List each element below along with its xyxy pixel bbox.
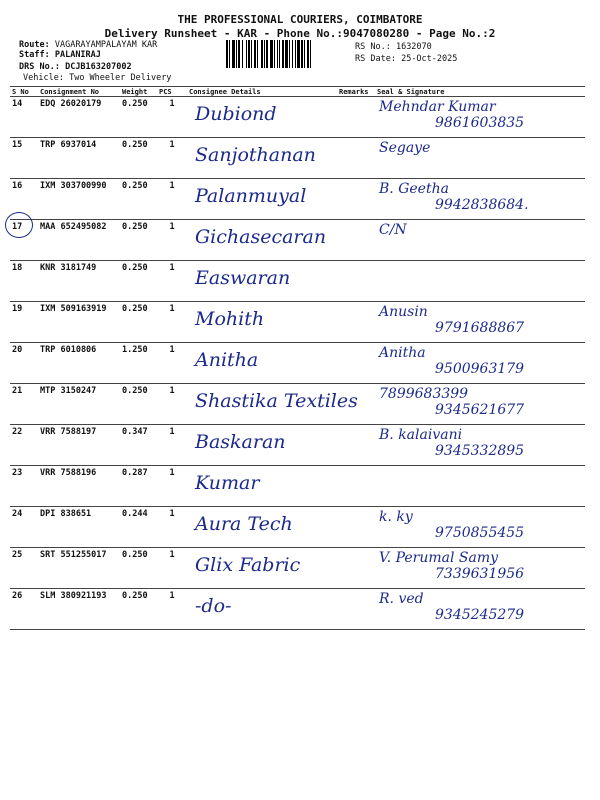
row-remarks bbox=[337, 507, 375, 548]
row-consignee-handwriting: Easwaran bbox=[195, 267, 291, 289]
row-consignment: TRP 6937014 bbox=[38, 138, 120, 179]
rs-date-line bbox=[355, 54, 457, 64]
row-signature-cell bbox=[375, 261, 585, 302]
table-row bbox=[10, 466, 585, 507]
row-signature-cell bbox=[375, 179, 585, 220]
row-pcs: 1 bbox=[157, 179, 187, 220]
row-signature-handwriting: V. Perumal Samy bbox=[379, 550, 499, 566]
row-consignment: SLM 380921193 bbox=[38, 589, 120, 630]
rs-date-label: RS Date: bbox=[355, 54, 396, 64]
table-row bbox=[10, 589, 585, 630]
row-sno: 22 bbox=[10, 425, 38, 466]
row-weight: 0.287 bbox=[120, 466, 157, 507]
row-signature-cell bbox=[375, 97, 585, 138]
staff-value: PALANIRAJ bbox=[54, 50, 101, 60]
col-sno: S No bbox=[10, 87, 38, 97]
vehicle-value: Two Wheeler Delivery bbox=[69, 73, 172, 83]
row-signature-cell bbox=[375, 548, 585, 589]
row-consignee-handwriting: Glix Fabric bbox=[195, 554, 301, 576]
row-consignment: VRR 7588197 bbox=[38, 425, 120, 466]
row-pcs: 1 bbox=[157, 302, 187, 343]
row-consignee-handwriting: Palanmuyal bbox=[195, 185, 307, 207]
row-consignee-cell bbox=[187, 138, 337, 179]
rs-no-line bbox=[355, 42, 432, 52]
row-signature-handwriting: Mehndar Kumar bbox=[379, 99, 496, 115]
rs-date-value: 25-Oct-2025 bbox=[401, 54, 458, 64]
route-label: Route: bbox=[19, 40, 50, 50]
row-signature-cell bbox=[375, 220, 585, 261]
row-phone-handwriting: 9942838684. bbox=[435, 197, 529, 213]
staff-line bbox=[19, 50, 101, 60]
col-signature: Seal & Signature bbox=[375, 87, 585, 97]
row-signature-handwriting: 7899683399 bbox=[379, 386, 469, 402]
row-weight: 0.250 bbox=[120, 302, 157, 343]
row-signature-cell bbox=[375, 343, 585, 384]
row-signature-cell bbox=[375, 384, 585, 425]
row-signature-handwriting: B. kalaivani bbox=[379, 427, 463, 443]
row-sno: 21 bbox=[10, 384, 38, 425]
barcode bbox=[226, 40, 350, 68]
table-row bbox=[10, 425, 585, 466]
row-consignment: VRR 7588196 bbox=[38, 466, 120, 507]
row-17-circle-mark bbox=[5, 212, 33, 238]
row-weight: 0.244 bbox=[120, 507, 157, 548]
row-sno: 25 bbox=[10, 548, 38, 589]
row-signature-handwriting: Segaye bbox=[379, 140, 431, 156]
row-pcs: 1 bbox=[157, 343, 187, 384]
row-weight: 0.250 bbox=[120, 179, 157, 220]
row-weight: 0.250 bbox=[120, 138, 157, 179]
row-remarks bbox=[337, 220, 375, 261]
col-remarks: Remarks bbox=[337, 87, 375, 97]
row-signature-cell bbox=[375, 466, 585, 507]
route-line bbox=[19, 40, 157, 50]
col-consignee: Consignee Details bbox=[187, 87, 337, 97]
row-signature-handwriting: Anusin bbox=[379, 304, 428, 320]
row-signature-handwriting: Anitha bbox=[379, 345, 426, 361]
row-consignee-handwriting: Aura Tech bbox=[195, 513, 293, 535]
row-consignee-cell bbox=[187, 507, 337, 548]
row-remarks bbox=[337, 261, 375, 302]
row-consignee-cell bbox=[187, 343, 337, 384]
row-signature-cell bbox=[375, 138, 585, 179]
table-header bbox=[10, 87, 585, 97]
row-consignee-cell bbox=[187, 548, 337, 589]
row-signature-handwriting: R. ved bbox=[379, 591, 424, 607]
row-pcs: 1 bbox=[157, 466, 187, 507]
row-consignee-handwriting: Dubiond bbox=[195, 103, 277, 125]
row-phone-handwriting: 9861603835 bbox=[435, 115, 525, 131]
row-remarks bbox=[337, 97, 375, 138]
row-pcs: 1 bbox=[157, 425, 187, 466]
row-weight: 0.250 bbox=[120, 220, 157, 261]
row-remarks bbox=[337, 179, 375, 220]
vehicle-line bbox=[23, 73, 171, 83]
row-consignment: TRP 6010806 bbox=[38, 343, 120, 384]
row-phone-handwriting: 9345245279 bbox=[435, 607, 525, 623]
row-consignment: EDQ 26020179 bbox=[38, 97, 120, 138]
row-sno: 15 bbox=[10, 138, 38, 179]
row-consignee-cell bbox=[187, 425, 337, 466]
row-pcs: 1 bbox=[157, 97, 187, 138]
runsheet-subtitle: Delivery Runsheet - KAR - Phone No.:9047080280 - Page No.:2 bbox=[104, 27, 496, 40]
row-sno: 24 bbox=[10, 507, 38, 548]
row-pcs: 1 bbox=[157, 261, 187, 302]
row-consignee-cell bbox=[187, 179, 337, 220]
route-value: VAGARAYAMPALAYAM KAR bbox=[54, 40, 158, 50]
row-consignee-cell bbox=[187, 220, 337, 261]
row-pcs: 1 bbox=[157, 589, 187, 630]
row-sno: 16 bbox=[10, 179, 38, 220]
col-pcs: PCS bbox=[157, 87, 187, 97]
rs-no-label: RS No.: bbox=[355, 42, 391, 52]
row-weight: 0.250 bbox=[120, 97, 157, 138]
row-phone-handwriting: 7339631956 bbox=[435, 566, 525, 582]
row-consignee-handwriting: Anitha bbox=[195, 349, 259, 371]
row-sno: 18 bbox=[10, 261, 38, 302]
table-row bbox=[10, 179, 585, 220]
row-consignee-cell bbox=[187, 384, 358, 425]
table-row bbox=[10, 302, 585, 343]
drs-value: DCJB163207002 bbox=[65, 62, 132, 72]
row-phone-handwriting: 9750855455 bbox=[435, 525, 525, 541]
row-consignee-cell bbox=[187, 466, 337, 507]
row-remarks bbox=[337, 384, 375, 425]
row-sno: 23 bbox=[10, 466, 38, 507]
row-weight: 0.250 bbox=[120, 548, 157, 589]
row-remarks bbox=[337, 589, 375, 630]
row-sno: 17 bbox=[10, 220, 38, 261]
row-remarks bbox=[337, 138, 375, 179]
row-consignment: MAA 652495082 bbox=[38, 220, 120, 261]
row-consignment: IXM 303700990 bbox=[38, 179, 120, 220]
row-remarks bbox=[337, 343, 375, 384]
row-weight: 0.250 bbox=[120, 589, 157, 630]
row-signature-handwriting: k. ky bbox=[379, 509, 413, 525]
row-sno: 26 bbox=[10, 589, 38, 630]
row-consignment: KNR 3181749 bbox=[38, 261, 120, 302]
row-signature-handwriting: B. Geetha bbox=[379, 181, 449, 197]
col-weight: Weight bbox=[120, 87, 157, 97]
row-consignee-handwriting: Kumar bbox=[195, 472, 260, 494]
row-phone-handwriting: 9791688867 bbox=[435, 320, 525, 336]
row-weight: 1.250 bbox=[120, 343, 157, 384]
row-consignee-handwriting: Baskaran bbox=[195, 431, 286, 453]
row-sno: 20 bbox=[10, 343, 38, 384]
row-weight: 0.347 bbox=[120, 425, 157, 466]
drs-line bbox=[19, 62, 132, 72]
row-pcs: 1 bbox=[157, 548, 187, 589]
row-consignment: IXM 509163919 bbox=[38, 302, 120, 343]
row-pcs: 1 bbox=[157, 138, 187, 179]
row-sno: 19 bbox=[10, 302, 38, 343]
row-remarks bbox=[337, 548, 375, 589]
table-row bbox=[10, 261, 585, 302]
company-title: THE PROFESSIONAL COURIERS, COIMBATORE bbox=[177, 13, 423, 26]
row-weight: 0.250 bbox=[120, 384, 157, 425]
row-pcs: 1 bbox=[157, 384, 187, 425]
table-row bbox=[10, 220, 585, 261]
row-sno: 14 bbox=[10, 97, 38, 138]
row-pcs: 1 bbox=[157, 507, 187, 548]
row-consignee-cell bbox=[187, 97, 337, 138]
drs-label: DRS No.: bbox=[19, 62, 60, 72]
staff-label: Staff: bbox=[19, 50, 50, 60]
table-row bbox=[10, 507, 585, 548]
row-consignee-handwriting: -do- bbox=[195, 595, 232, 617]
row-consignee-handwriting: Shastika Textiles bbox=[195, 390, 358, 412]
row-consignee-handwriting: Sanjothanan bbox=[195, 144, 316, 166]
row-consignee-cell bbox=[187, 302, 337, 343]
runsheet-table bbox=[10, 86, 585, 630]
row-consignee-handwriting: Mohith bbox=[195, 308, 265, 330]
table-row bbox=[10, 384, 585, 425]
row-consignee-handwriting: Gichasecaran bbox=[195, 226, 327, 248]
row-pcs: 1 bbox=[157, 220, 187, 261]
row-weight: 0.250 bbox=[120, 261, 157, 302]
row-remarks bbox=[337, 425, 375, 466]
col-consignment: Consignment No bbox=[38, 87, 120, 97]
row-consignment: DPI 838651 bbox=[38, 507, 120, 548]
row-signature-cell bbox=[375, 425, 585, 466]
row-signature-cell bbox=[375, 507, 585, 548]
row-phone-handwriting: 9345621677 bbox=[435, 402, 525, 418]
row-consignee-cell bbox=[187, 589, 337, 630]
table-row bbox=[10, 138, 585, 179]
row-phone-handwriting: 9500963179 bbox=[435, 361, 525, 377]
row-consignee-cell bbox=[187, 261, 337, 302]
vehicle-label: Vehicle: bbox=[23, 73, 64, 83]
row-phone-handwriting: 9345332895 bbox=[435, 443, 525, 459]
rs-no-value: 1632070 bbox=[395, 42, 432, 52]
row-signature-handwriting: C/N bbox=[379, 222, 407, 238]
row-remarks bbox=[337, 302, 375, 343]
table-row bbox=[10, 97, 585, 138]
row-remarks bbox=[337, 466, 375, 507]
row-signature-cell bbox=[375, 589, 585, 630]
table-row bbox=[10, 548, 585, 589]
row-signature-cell bbox=[375, 302, 585, 343]
row-consignment: MTP 3150247 bbox=[38, 384, 120, 425]
row-consignment: SRT 551255017 bbox=[38, 548, 120, 589]
table-row bbox=[10, 343, 585, 384]
